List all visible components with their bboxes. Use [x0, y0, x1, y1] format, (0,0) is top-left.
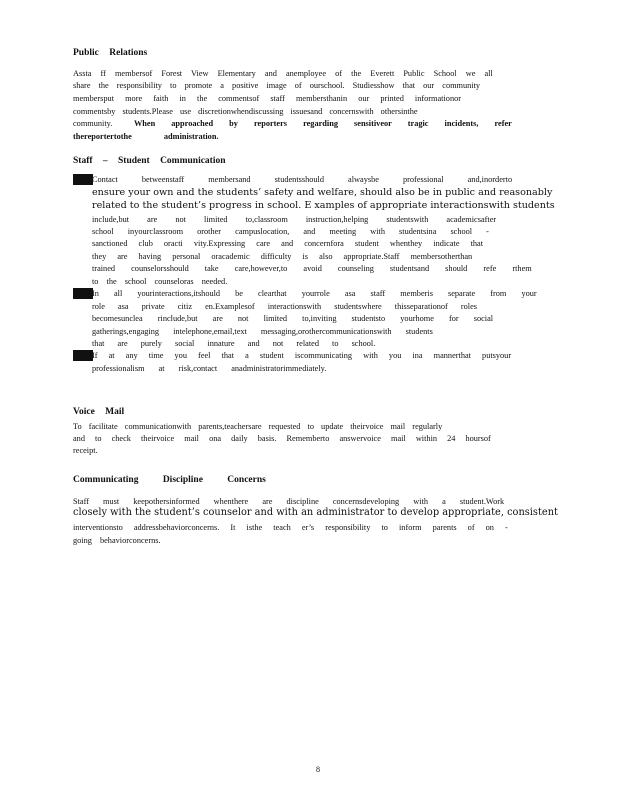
pr-line-1: Assta ff membersof Forest View Elementary and anemployee of the Everett Public School we all	[73, 69, 493, 78]
pr-bold-line-2: thereportertothe administration.	[73, 132, 219, 141]
vm-line-3: receipt.	[73, 446, 98, 455]
heading-staff-student: Staff – Student Communication	[73, 156, 226, 166]
redaction-block	[73, 174, 93, 185]
dc-line-2: closely with the student’s counselor and with an administrator to develop appropriate, consistent	[73, 507, 558, 518]
vm-line-2: and to check theirvoice mail ona daily basis. Rememberto answervoice mail within 24 hoursof	[73, 434, 491, 443]
pr-line-3: membersput more faith in the commentsof staff membersthanin our printed informationor	[73, 94, 461, 103]
pr-line-5: community.	[73, 119, 113, 128]
heading-public-relations: Public Relations	[73, 48, 148, 58]
ss-line-12: becomesunclea rinclude,but are not limited to,inviting studentsto yourhome for social	[92, 314, 494, 323]
ss-line-4: include,but are not limited to,classroom instruction,helping studentswith academicsafter	[92, 215, 497, 224]
ss-line-5: school inyourclassroom orother campuslocation, and meeting with studentsina school -	[92, 227, 489, 236]
pr-bold-line-1: When approached by reporters regarding sensitiveor tragic incidents, refer	[134, 119, 512, 128]
vm-line-1: To facilitate communicationwith parents,teachersare requested to update theirvoice mail regularly	[73, 422, 443, 431]
ss-line-8: trained counselorsshould take care,however,to avoid counseling studentsand should refe rthem	[92, 264, 532, 273]
ss-line-16: professionalism at risk,contact anadministratorimmediately.	[92, 364, 327, 373]
ss-line-15: If at any time you feel that a student iscommunicating with you ina mannerthat putsyour	[92, 351, 512, 360]
pr-line-4: commentsby students.Please use discretionwhendiscussing issuesand concernswith othersinthe	[73, 107, 418, 116]
ss-line-13: gatherings,engaging intelephone,email,text messaging,orothercommunicationswith students	[92, 327, 433, 336]
dc-line-3: interventionsto addressbehaviorconcerns. It isthe teach er’s responsibility to inform parents of on -	[73, 523, 508, 532]
redaction-block	[73, 288, 93, 299]
heading-voice-mail: Voice Mail	[73, 407, 125, 417]
ss-line-14: that are purely social innature and not related to school.	[92, 339, 376, 348]
ss-line-6: sanctioned club oracti vity.Expressing care and concernfora student whenthey indicate that	[92, 239, 484, 248]
ss-line-3: related to the student’s progress in school. E xamples of appropriate interactionswith students	[92, 200, 555, 211]
page-number: 8	[316, 765, 320, 774]
ss-line-10: In all yourinteractions,itshould be clearthat yourrole asa staff memberis separate from your	[92, 289, 537, 298]
ss-line-2: ensure your own and the students’ safety and welfare, should also be in public and reasonably	[92, 187, 553, 198]
ss-line-9: to the school counseloras needed.	[92, 277, 228, 286]
dc-line-4: going behaviorconcerns.	[73, 536, 161, 545]
ss-line-11: role asa private citiz en.Examplesof interactionswith studentswhere thisseparationof roles	[92, 302, 477, 311]
ss-line-1: Contact betweenstaff membersand studentsshould alwaysbe professional and,inorderto	[92, 175, 513, 184]
redaction-block	[73, 350, 93, 361]
dc-line-1: Staff must keepothersinformed whenthere are discipline concernsdeveloping with a student.Work	[73, 497, 505, 506]
pr-line-2: share the responsibility to promote a positive image of ourschool. Studiesshow that our community	[73, 81, 481, 90]
ss-line-7: they are having personal oracademic difficulty is also appropriate.Staff membersotherthan	[92, 252, 473, 261]
heading-discipline: Communicating Discipline Concerns	[73, 475, 266, 485]
